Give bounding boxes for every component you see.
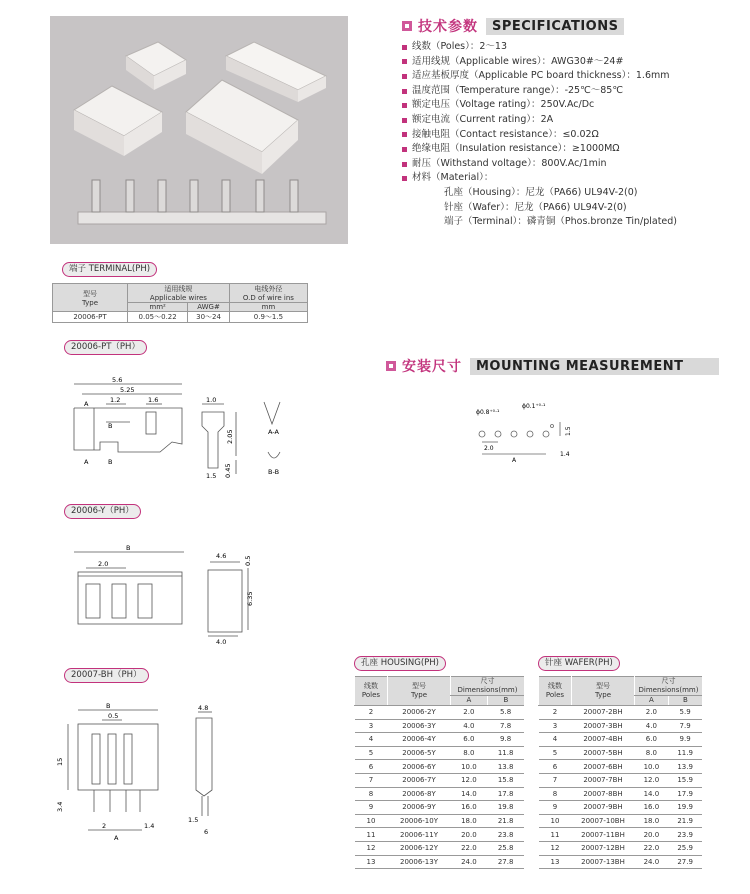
dim-a: A bbox=[114, 834, 119, 842]
cell: 20.0 bbox=[635, 828, 669, 842]
cell: 20007-7BH bbox=[572, 773, 635, 787]
bullet-icon bbox=[402, 147, 407, 152]
material-row: 端子（Terminal）：磷青铜（Phos.bronze Tin/plated) bbox=[444, 216, 678, 228]
cell: 20007-3BH bbox=[572, 719, 635, 733]
bullet-icon bbox=[402, 103, 407, 108]
cell: 2.0 bbox=[451, 706, 488, 720]
cell: 22.0 bbox=[635, 841, 669, 855]
cell: 20006-11Y bbox=[388, 828, 451, 842]
table-row bbox=[539, 814, 703, 828]
cell: 2.0 bbox=[635, 706, 669, 720]
col-type: 型号 Type bbox=[388, 677, 451, 706]
cell: 8 bbox=[539, 787, 572, 801]
dim-2-05: 2.05 bbox=[226, 429, 234, 444]
col-b: B bbox=[668, 696, 702, 706]
col-poles: 线数 Poles bbox=[355, 677, 388, 706]
cell: 6 bbox=[539, 760, 572, 774]
cell: 20007-8BH bbox=[572, 787, 635, 801]
bullet-icon bbox=[402, 132, 407, 137]
table-row bbox=[355, 706, 525, 720]
cell: 20006-12Y bbox=[388, 841, 451, 855]
specifications-cn-title: 技术参数 bbox=[418, 19, 478, 35]
terminal-mm2-header: mm² bbox=[128, 303, 188, 312]
cell: 20006-6Y bbox=[388, 760, 451, 774]
bullet-icon bbox=[402, 176, 407, 181]
dim-0-45: 0.45 bbox=[224, 463, 232, 478]
dim-0-5: 0.5 bbox=[244, 555, 252, 566]
cell: 20007-10BH bbox=[572, 814, 635, 828]
col-a: A bbox=[451, 696, 488, 706]
specifications-header bbox=[402, 17, 624, 35]
col-dimensions: 尺寸Dimensions(mm) bbox=[635, 677, 703, 696]
cell: 12 bbox=[355, 841, 388, 855]
table-row bbox=[539, 733, 703, 747]
dim-a: A bbox=[512, 457, 517, 464]
spec-text: 温度范围（Temperature range）：-25℃～85℃ bbox=[412, 84, 624, 96]
cell: 20007-11BH bbox=[572, 828, 635, 842]
cell: 12.0 bbox=[451, 773, 488, 787]
cell: 14.0 bbox=[635, 787, 669, 801]
cell: 23.9 bbox=[668, 828, 702, 842]
terminal-awg-header: AWG# bbox=[188, 303, 230, 312]
dim-a: A bbox=[84, 400, 89, 408]
col-dimensions: 尺寸Dimensions(mm) bbox=[451, 677, 525, 696]
spec-text: 适应基板厚度（Applicable PC board thickness）：1.6mm bbox=[412, 70, 670, 82]
table-row bbox=[539, 855, 703, 869]
table-row bbox=[355, 814, 525, 828]
bullet-icon bbox=[402, 118, 407, 123]
table-row bbox=[539, 841, 703, 855]
spec-list bbox=[402, 40, 677, 230]
bullet-icon bbox=[402, 45, 407, 50]
cell: 20006-3Y bbox=[388, 719, 451, 733]
spec-row bbox=[402, 55, 677, 70]
cell: 6.0 bbox=[635, 733, 669, 747]
cell: 20006-8Y bbox=[388, 787, 451, 801]
mounting-header bbox=[386, 357, 719, 375]
dim-1-5: 1.5 bbox=[206, 472, 217, 480]
dim-1-0: 1.0 bbox=[206, 396, 217, 404]
y-label: 20006-Y（PH） bbox=[64, 504, 141, 519]
col-a: A bbox=[635, 696, 669, 706]
spec-text: 适用线规（Applicable wires）：AWG30#～24# bbox=[412, 55, 624, 67]
terminal-mm-header: mm bbox=[229, 303, 307, 312]
section-b-b: B-B bbox=[268, 468, 280, 476]
table-row bbox=[539, 719, 703, 733]
specifications-en-title: SPECIFICATIONS bbox=[486, 18, 624, 35]
dim-5-6: 5.6 bbox=[112, 376, 123, 384]
cell: 23.8 bbox=[487, 828, 524, 842]
cell: 7 bbox=[539, 773, 572, 787]
section-square-icon bbox=[402, 21, 412, 31]
bh-label: 20007-BH（PH） bbox=[64, 668, 149, 683]
spec-row bbox=[402, 84, 677, 99]
cell: 20.0 bbox=[451, 828, 488, 842]
dim-3-4: 3.4 bbox=[56, 801, 64, 812]
bullet-icon bbox=[402, 89, 407, 94]
cell: 0.9～1.5 bbox=[229, 312, 307, 323]
spec-row bbox=[402, 40, 677, 55]
dim-4-8: 4.8 bbox=[198, 704, 209, 712]
cell: 20006-PT bbox=[53, 312, 128, 323]
cell: 7.9 bbox=[668, 719, 702, 733]
dim-1-4: 1.4 bbox=[144, 822, 155, 830]
cell: 5 bbox=[355, 746, 388, 760]
spec-row bbox=[402, 142, 677, 157]
cell: 20006-2Y bbox=[388, 706, 451, 720]
cell: 15.8 bbox=[487, 773, 524, 787]
wafer-table bbox=[538, 676, 702, 869]
table-row bbox=[355, 801, 525, 815]
cell: 20006-4Y bbox=[388, 733, 451, 747]
dim-1-4: 1.4 bbox=[560, 451, 570, 458]
cell: 16.0 bbox=[635, 801, 669, 815]
section-square-icon bbox=[386, 361, 396, 371]
table-row bbox=[539, 746, 703, 760]
cell: 15.9 bbox=[668, 773, 702, 787]
cell: 4 bbox=[355, 733, 388, 747]
spec-text: 耐压（Withstand voltage）：800V.Ac/1min bbox=[412, 157, 607, 169]
dim-b: B bbox=[106, 702, 111, 710]
table-row bbox=[53, 312, 308, 323]
col-type: 型号 Type bbox=[572, 677, 635, 706]
cell: 20007-12BH bbox=[572, 841, 635, 855]
cell: 9.9 bbox=[668, 733, 702, 747]
cell: 4.0 bbox=[635, 719, 669, 733]
y-drawing bbox=[60, 540, 280, 644]
housing-table-body bbox=[355, 706, 525, 869]
cell: 24.0 bbox=[451, 855, 488, 869]
dim-0-5: 0.5 bbox=[108, 712, 119, 720]
terminal-table bbox=[52, 283, 308, 323]
bullet-icon bbox=[402, 59, 407, 64]
table-row bbox=[355, 719, 525, 733]
cell: 10 bbox=[355, 814, 388, 828]
cell: 16.0 bbox=[451, 801, 488, 815]
cell: 6 bbox=[355, 760, 388, 774]
cell: 20007-2BH bbox=[572, 706, 635, 720]
dim-4-0: 4.0 bbox=[216, 638, 227, 644]
cell: 21.8 bbox=[487, 814, 524, 828]
spec-text: 绝缘电阻（Insulation resistance）：≥1000MΩ bbox=[412, 143, 620, 155]
mounting-drawing bbox=[470, 396, 620, 468]
spec-row bbox=[402, 157, 677, 172]
table-row bbox=[355, 773, 525, 787]
cell: 11.9 bbox=[668, 746, 702, 760]
dim-2: 2 bbox=[102, 822, 107, 830]
table-row bbox=[539, 760, 703, 774]
cell: 20007-9BH bbox=[572, 801, 635, 815]
cell: 9 bbox=[355, 801, 388, 815]
dim-4-6: 4.6 bbox=[216, 552, 227, 560]
table-row bbox=[355, 733, 525, 747]
dim-phi-0-8: ϕ0.8⁺⁰·¹ bbox=[476, 409, 500, 416]
dim-1-2: 1.2 bbox=[110, 396, 121, 404]
cell: 20006-7Y bbox=[388, 773, 451, 787]
table-row bbox=[539, 787, 703, 801]
cell: 22.0 bbox=[451, 841, 488, 855]
cell: 11 bbox=[539, 828, 572, 842]
cell: 8.0 bbox=[451, 746, 488, 760]
table-row bbox=[355, 760, 525, 774]
spec-row bbox=[402, 98, 677, 113]
terminal-strip-shape bbox=[78, 180, 326, 224]
cell: 27.8 bbox=[487, 855, 524, 869]
dim-1-5: 1.5 bbox=[565, 426, 572, 436]
cell: 8.0 bbox=[635, 746, 669, 760]
bh-drawing bbox=[52, 700, 272, 850]
dim-b: B bbox=[108, 422, 113, 430]
table-row bbox=[539, 828, 703, 842]
mounting-cn-title: 安装尺寸 bbox=[402, 359, 462, 375]
dim-2-0: 2.0 bbox=[484, 445, 494, 452]
spec-text: 额定电压（Voltage rating）：250V.Ac/Dc bbox=[412, 99, 595, 111]
cell: 0.05～0.22 bbox=[128, 312, 188, 323]
cell: 25.9 bbox=[668, 841, 702, 855]
cell: 20006-10Y bbox=[388, 814, 451, 828]
cell: 13 bbox=[355, 855, 388, 869]
cell: 3 bbox=[355, 719, 388, 733]
table-row bbox=[539, 801, 703, 815]
dim-6-35: 6.35 bbox=[246, 591, 254, 606]
dim-phi-0-1: ϕ0.1⁺⁰·¹ bbox=[522, 403, 546, 410]
small-wafer-shape bbox=[74, 86, 162, 156]
dim-b: B bbox=[108, 458, 113, 466]
pt-drawing bbox=[60, 372, 310, 484]
col-poles: 线数 Poles bbox=[539, 677, 572, 706]
cell: 4.0 bbox=[451, 719, 488, 733]
cell: 20006-13Y bbox=[388, 855, 451, 869]
terminal-od-header: 电线外径 O.D of wire ins bbox=[229, 284, 307, 303]
bullet-icon bbox=[402, 162, 407, 167]
cell: 19.8 bbox=[487, 801, 524, 815]
product-photo bbox=[50, 16, 348, 244]
dim-5-25: 5.25 bbox=[120, 386, 135, 394]
cell: 17.8 bbox=[487, 787, 524, 801]
spec-text: 接触电阻（Contact resistance）：≤0.02Ω bbox=[412, 128, 599, 140]
cell: 21.9 bbox=[668, 814, 702, 828]
cell: 13.9 bbox=[668, 760, 702, 774]
mounting-en-title: MOUNTING MEASUREMENT bbox=[470, 358, 719, 375]
cell: 5.9 bbox=[668, 706, 702, 720]
dim-1-5: 1.5 bbox=[188, 816, 199, 824]
pt-label: 20006-PT（PH） bbox=[64, 340, 147, 355]
material-row: 孔座（Housing）：尼龙（PA66) UL94V-2(0) bbox=[444, 186, 638, 198]
cell: 11.8 bbox=[487, 746, 524, 760]
cell: 9.8 bbox=[487, 733, 524, 747]
terminal-label: 端子 TERMINAL(PH) bbox=[62, 262, 157, 277]
cell: 12 bbox=[539, 841, 572, 855]
spec-text: 材料（Material）： bbox=[412, 172, 494, 184]
cell: 18.0 bbox=[635, 814, 669, 828]
cell: 5.8 bbox=[487, 706, 524, 720]
table-row bbox=[355, 841, 525, 855]
cell: 2 bbox=[355, 706, 388, 720]
cell: 24.0 bbox=[635, 855, 669, 869]
cell: 20007-4BH bbox=[572, 733, 635, 747]
cell: 25.8 bbox=[487, 841, 524, 855]
dim-2-0: 2.0 bbox=[98, 560, 109, 568]
table-row bbox=[355, 855, 525, 869]
cell: 17.9 bbox=[668, 787, 702, 801]
housing-label: 孔座 HOUSING(PH) bbox=[354, 656, 446, 671]
cell: 10.0 bbox=[635, 760, 669, 774]
dim-a: A bbox=[84, 458, 89, 466]
spec-text: 线数（Poles）：2～13 bbox=[412, 41, 508, 52]
spec-row bbox=[402, 69, 677, 84]
housing-table bbox=[354, 676, 524, 869]
wafer-label: 针座 WAFER(PH) bbox=[538, 656, 620, 671]
cell: 20007-13BH bbox=[572, 855, 635, 869]
terminal-wires-header: 适用线规 Applicable wires bbox=[128, 284, 230, 303]
terminal-type-header: 型号 Type bbox=[53, 284, 128, 312]
bullet-icon bbox=[402, 74, 407, 79]
cell: 11 bbox=[355, 828, 388, 842]
cell: 7.8 bbox=[487, 719, 524, 733]
cell: 7 bbox=[355, 773, 388, 787]
wafer-table-body bbox=[539, 706, 703, 869]
cell: 13 bbox=[539, 855, 572, 869]
dim-1-6: 1.6 bbox=[148, 396, 159, 404]
col-b: B bbox=[487, 696, 524, 706]
table-row bbox=[355, 828, 525, 842]
table-row bbox=[539, 706, 703, 720]
cell: 2 bbox=[539, 706, 572, 720]
cell: 12.0 bbox=[635, 773, 669, 787]
dim-15: 15 bbox=[56, 757, 64, 766]
cell: 19.9 bbox=[668, 801, 702, 815]
spec-row bbox=[402, 128, 677, 143]
cell: 6.0 bbox=[451, 733, 488, 747]
cell: 20007-6BH bbox=[572, 760, 635, 774]
small-housing-shape bbox=[126, 42, 186, 90]
cell: 9 bbox=[539, 801, 572, 815]
cell: 27.9 bbox=[668, 855, 702, 869]
cell: 20006-5Y bbox=[388, 746, 451, 760]
cell: 5 bbox=[539, 746, 572, 760]
table-row bbox=[539, 773, 703, 787]
cell: 10.0 bbox=[451, 760, 488, 774]
cell: 3 bbox=[539, 719, 572, 733]
section-a-a: A-A bbox=[268, 428, 279, 436]
cell: 4 bbox=[539, 733, 572, 747]
table-row bbox=[355, 746, 525, 760]
cell: 20007-5BH bbox=[572, 746, 635, 760]
cell: 14.0 bbox=[451, 787, 488, 801]
cell: 10 bbox=[539, 814, 572, 828]
spec-text: 额定电流（Current rating）：2A bbox=[412, 113, 554, 125]
material-row: 针座（Wafer）：尼龙（PA66) UL94V-2(0) bbox=[444, 201, 627, 213]
table-row bbox=[355, 787, 525, 801]
dim-6: 6 bbox=[204, 828, 209, 836]
spec-row bbox=[402, 171, 677, 186]
cell: 8 bbox=[355, 787, 388, 801]
cell: 13.8 bbox=[487, 760, 524, 774]
cell: 20006-9Y bbox=[388, 801, 451, 815]
cell: 18.0 bbox=[451, 814, 488, 828]
spec-row bbox=[402, 113, 677, 128]
dim-b: B bbox=[126, 544, 131, 552]
cell: 30～24 bbox=[188, 312, 230, 323]
